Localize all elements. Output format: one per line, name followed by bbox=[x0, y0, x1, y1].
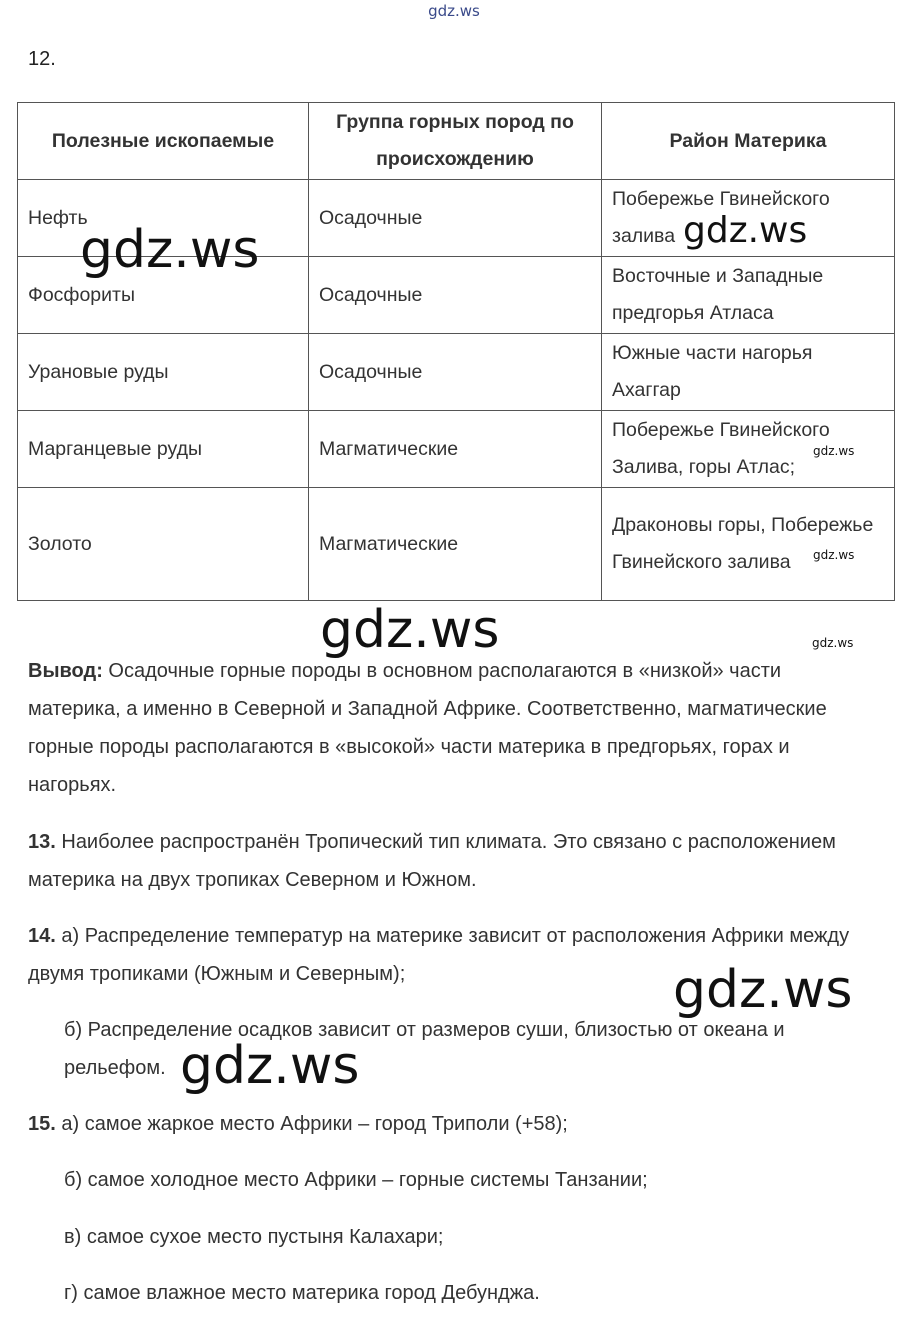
task-14b-paragraph bbox=[28, 1011, 878, 1087]
watermark: gdz.ws bbox=[80, 220, 260, 280]
conclusion-label: Вывод: bbox=[28, 660, 103, 682]
header-minerals: Полезные ископаемые bbox=[18, 103, 309, 180]
cell-region: Восточные и Западные предгорья Атласа bbox=[602, 257, 895, 334]
watermark: gdz.ws bbox=[320, 600, 500, 660]
table-row bbox=[18, 488, 895, 601]
cell-mineral: Урановые руды bbox=[18, 334, 309, 411]
task-15d-paragraph bbox=[28, 1274, 878, 1312]
task-15c-text: в) самое сухое место пустыня Калахари; bbox=[64, 1226, 444, 1248]
cell-mineral: Фосфориты bbox=[18, 257, 309, 334]
cell-region: Побережье Гвинейского Залива, горы Атлас; bbox=[602, 411, 895, 488]
watermark: gdz.ws bbox=[812, 636, 854, 650]
header-region: Район Материка bbox=[602, 103, 895, 180]
minerals-table bbox=[17, 102, 895, 601]
cell-mineral: Золото bbox=[18, 488, 309, 601]
table-row bbox=[18, 334, 895, 411]
task-15c-paragraph bbox=[28, 1218, 878, 1256]
cell-rock-group: Осадочные bbox=[309, 180, 602, 257]
task-15a-paragraph bbox=[28, 1105, 878, 1143]
site-header[interactable]: gdz.ws bbox=[428, 2, 480, 20]
cell-mineral: Нефть bbox=[18, 180, 309, 257]
cell-region: Южные части нагорья Ахаггар bbox=[602, 334, 895, 411]
task-15b-text: б) самое холодное место Африки – горные системы Танзании; bbox=[64, 1169, 648, 1191]
cell-rock-group: Осадочные bbox=[309, 257, 602, 334]
watermark: gdz.ws bbox=[673, 960, 853, 1020]
task-15-number: 15. bbox=[28, 1113, 56, 1135]
task-14b-text: б) Распределение осадков зависит от размеров суши, близостью от океана и рельефом. bbox=[64, 1019, 785, 1079]
watermark: gdz.ws bbox=[180, 1036, 360, 1096]
cell-rock-group: Осадочные bbox=[309, 334, 602, 411]
cell-rock-group: Магматические bbox=[309, 411, 602, 488]
cell-rock-group: Магматические bbox=[309, 488, 602, 601]
watermark: gdz.ws bbox=[683, 210, 808, 251]
task-13-text: Наиболее распространён Тропический тип климата. Это связано с расположением материка на двух тропиках Северном и Южном. bbox=[28, 831, 836, 891]
task-14a-text: а) Распределение температур на материке зависит от расположения Африки между двумя тропиками (Южным и Северным); bbox=[28, 925, 850, 985]
table-header-row bbox=[18, 103, 895, 180]
cell-region: Побережье Гвинейского залива bbox=[602, 180, 895, 257]
task-15b-paragraph bbox=[28, 1161, 878, 1199]
cell-region: Драконовы горы, Побережье Гвинейского залива bbox=[602, 488, 895, 601]
task-15d-text: г) самое влажное место материка город Дебунджа. bbox=[64, 1282, 540, 1304]
task-14-number: 14. bbox=[28, 925, 56, 947]
table-row bbox=[18, 411, 895, 488]
header-rock-group: Группа горных пород по происхождению bbox=[309, 103, 602, 180]
cell-mineral: Марганцевые руды bbox=[18, 411, 309, 488]
watermark: gdz.ws bbox=[813, 548, 855, 562]
task-15a-text: а) самое жаркое место Африки – город Триполи (+58); bbox=[55, 1113, 568, 1135]
conclusion-paragraph bbox=[28, 652, 878, 804]
task-13-paragraph bbox=[28, 823, 878, 899]
task-12-number: 12. bbox=[28, 48, 56, 70]
watermark: gdz.ws bbox=[813, 444, 855, 458]
task-13-number: 13. bbox=[28, 831, 56, 853]
conclusion-text: Осадочные горные породы в основном располагаются в «низкой» части материка, а именно в Северной и Западной Африке. Соответственно, магматические горные породы располагаются в «высокой» части материка в предгорьях, горах и нагорьях. bbox=[28, 660, 827, 796]
